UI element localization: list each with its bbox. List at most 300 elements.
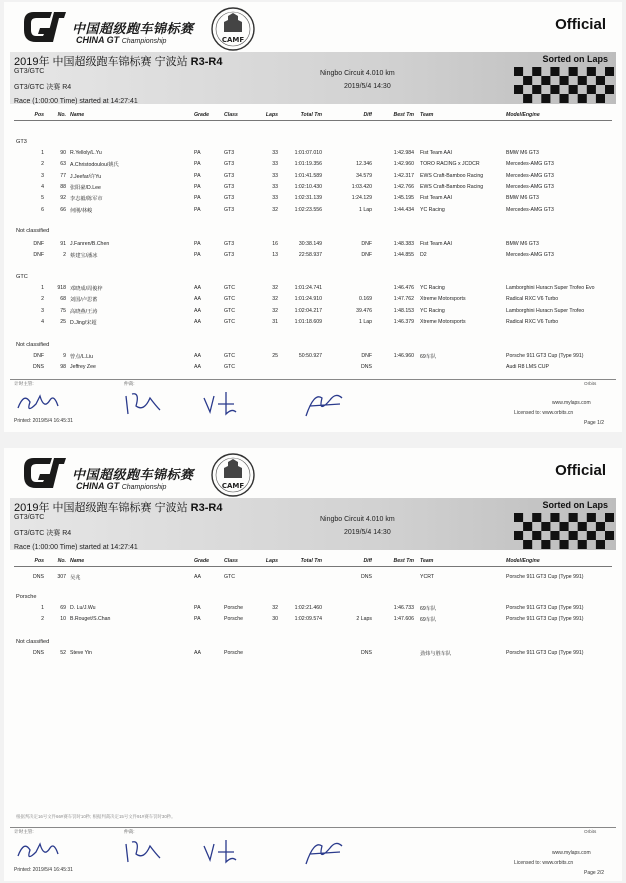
signature bbox=[300, 388, 344, 418]
cell-model: Lamborghini Huracn Super Trofeo Evo bbox=[506, 285, 595, 291]
cell-name: J.Jeefar/许Yu bbox=[70, 173, 102, 180]
cell-class: Porsche bbox=[224, 650, 244, 656]
class-line: GT3/GTC bbox=[14, 68, 45, 75]
director-label: 仲裁: bbox=[124, 381, 135, 386]
cell-class: GTC bbox=[224, 296, 235, 303]
cell-laps: 33 bbox=[272, 150, 278, 156]
cell-model: Porsche 911 GT3 Cup (Type 991) bbox=[506, 574, 584, 580]
cell-grade: AA bbox=[194, 364, 201, 371]
licensed-to: Licensed to: www.orbits.cn bbox=[514, 410, 574, 416]
group-label: GT3 bbox=[16, 139, 27, 145]
official-label: Official bbox=[555, 462, 606, 479]
china-gt-logo bbox=[22, 8, 212, 52]
signature bbox=[122, 836, 162, 866]
checker-square bbox=[541, 522, 550, 531]
cell-class: GT3 bbox=[224, 150, 235, 156]
cell-class: GT3 bbox=[224, 252, 235, 259]
licensed-to: Licensed to: www.orbits.cn bbox=[514, 860, 574, 866]
mylaps-website: www.mylaps.com bbox=[552, 850, 591, 856]
logo-english-text: CHINA GT Championship bbox=[76, 35, 167, 45]
cell-class: GTC bbox=[224, 307, 235, 314]
page-number: Page 2/2 bbox=[584, 870, 605, 876]
checker-square bbox=[514, 531, 523, 540]
cell-pos: 5 bbox=[41, 195, 44, 202]
group-label: Not classified bbox=[16, 342, 50, 348]
cell-pos: 1 bbox=[41, 285, 44, 291]
cell-diff: DNS bbox=[361, 574, 372, 580]
page-number: Page 1/2 bbox=[584, 420, 605, 426]
cell-team: 69车队 bbox=[420, 617, 437, 624]
cell-laps: 32 bbox=[272, 307, 278, 314]
official-label: Official bbox=[555, 16, 606, 33]
checker-square bbox=[578, 522, 587, 531]
cell-grade: AA bbox=[194, 307, 201, 314]
cell-team: Fist Team AAI bbox=[420, 241, 452, 247]
signature bbox=[200, 836, 240, 866]
camf-seal-icon bbox=[210, 6, 256, 52]
cell-diff: DNF bbox=[361, 252, 372, 259]
checker-square bbox=[587, 67, 596, 76]
cell-model: Lamborghini Huracn Super Trofeo bbox=[506, 307, 585, 314]
cell-diff: 12.346 bbox=[356, 161, 372, 168]
table-row bbox=[14, 572, 612, 581]
cell-best: 1:48.383 bbox=[393, 241, 414, 247]
cell-name: D.Jing/宋超 bbox=[70, 319, 97, 326]
cell-best: 1:47.606 bbox=[393, 616, 414, 623]
cell-no: 2 bbox=[63, 252, 66, 259]
cell-model: Mercedes-AMG GT3 bbox=[506, 206, 554, 213]
results-page-1 bbox=[4, 2, 622, 432]
cell-class: Porsche bbox=[224, 605, 244, 611]
circuit-info: Ningbo Circuit 4.010 km bbox=[320, 70, 395, 77]
cell-no: 52 bbox=[60, 650, 66, 656]
cell-name: A.Christodoulou/姚氏 bbox=[70, 162, 119, 169]
cell-name: D. Lu/J.Wu bbox=[70, 605, 96, 611]
cell-total: 1:02:04.217 bbox=[294, 307, 322, 314]
cell-total: 1:02:31.139 bbox=[294, 195, 322, 202]
cell-best: 1:42.984 bbox=[393, 150, 414, 156]
cell-model: Porsche 911 GT3 Cup (Type 991) bbox=[506, 605, 584, 611]
event-title: 2019年 中国超级跑车锦标赛 宁波站 R3-R4 bbox=[14, 56, 223, 68]
group-label: Porsche bbox=[16, 594, 37, 600]
cell-class: GT3 bbox=[224, 241, 235, 247]
cell-pos: 6 bbox=[41, 206, 44, 213]
table-row bbox=[14, 648, 612, 657]
event-title: 2019年 中国超级跑车锦标赛 宁波站 R3-R4 bbox=[14, 502, 223, 514]
divider bbox=[10, 379, 616, 380]
cell-best: 1:44.434 bbox=[393, 206, 414, 213]
cell-class: GTC bbox=[224, 285, 235, 291]
checker-square bbox=[578, 540, 587, 549]
race-line: GT3/GTC 决赛 R4 bbox=[14, 530, 72, 537]
cell-diff: 1:24.129 bbox=[351, 195, 372, 202]
checker-square bbox=[587, 531, 596, 540]
cell-pos: 2 bbox=[41, 296, 44, 303]
cell-diff: DNF bbox=[361, 241, 372, 247]
cell-model: Porsche 911 GT3 Cup (Type 991) bbox=[506, 616, 584, 623]
cell-total: 1:01:18.609 bbox=[294, 318, 322, 325]
cell-class: GT3 bbox=[224, 161, 235, 168]
cell-diff: 2 Laps bbox=[356, 616, 372, 623]
logo-chinese-text: 中国超级跑车锦标赛 bbox=[72, 467, 194, 482]
cell-team: 69车队 bbox=[420, 606, 437, 612]
cell-model: BMW M6 GT3 bbox=[506, 150, 539, 156]
cell-laps: 33 bbox=[272, 183, 278, 190]
cell-best: 1:44.855 bbox=[393, 252, 414, 259]
group-label: GTC bbox=[16, 274, 28, 280]
checker-square bbox=[550, 513, 559, 522]
cell-total: 1:02:23.556 bbox=[294, 206, 322, 213]
svg-text:CAMF: CAMF bbox=[221, 36, 245, 44]
checker-square bbox=[550, 85, 559, 94]
checker-square bbox=[523, 76, 532, 85]
checker-square bbox=[605, 513, 614, 522]
cell-total: 1:01:24.741 bbox=[294, 285, 322, 291]
checker-square bbox=[560, 94, 569, 103]
cell-no: 9 bbox=[63, 353, 66, 359]
table-row bbox=[14, 182, 612, 191]
cell-laps: 32 bbox=[272, 605, 278, 611]
cell-team: YC Racing bbox=[420, 206, 445, 213]
cell-total: 1:01:24.910 bbox=[294, 296, 322, 303]
cell-team: EWS Craft-Bamboo Racing bbox=[420, 183, 484, 190]
cell-grade: AA bbox=[194, 296, 201, 303]
signature bbox=[300, 836, 344, 866]
race-line: GT3/GTC 决赛 R4 bbox=[14, 84, 72, 91]
circuit-info: Ningbo Circuit 4.010 km bbox=[320, 516, 395, 523]
cell-team: D2 bbox=[420, 252, 427, 259]
cell-laps: 30 bbox=[272, 616, 278, 623]
cell-best: 1:42.317 bbox=[393, 172, 414, 179]
cell-team: YCRT bbox=[420, 574, 435, 580]
gt-logo-icon bbox=[22, 8, 68, 48]
cell-pos: DNS bbox=[33, 574, 44, 580]
checker-square bbox=[596, 94, 605, 103]
orbits-label: Orbits bbox=[584, 381, 597, 386]
checker-square bbox=[578, 94, 587, 103]
cell-total: 1:02:09.574 bbox=[294, 616, 322, 623]
cell-diff: 39.476 bbox=[356, 307, 372, 314]
cell-no: 25 bbox=[60, 318, 66, 325]
cell-class: GT3 bbox=[224, 195, 235, 202]
cell-total: 1:02:10.430 bbox=[294, 183, 322, 190]
cell-name: B.Rouget/S.Chan bbox=[70, 616, 111, 623]
cell-pos: 2 bbox=[41, 616, 44, 623]
director-label: 仲裁: bbox=[124, 829, 135, 834]
checker-square bbox=[605, 67, 614, 76]
cell-total: 22:58.937 bbox=[298, 252, 322, 259]
cell-grade: AA bbox=[194, 318, 201, 325]
cell-pos: DNF bbox=[33, 241, 44, 247]
cell-name: 高晓燕/王涛 bbox=[70, 308, 98, 315]
cell-name: 刘国/卢思蓄 bbox=[70, 297, 98, 304]
cell-name: Steve Yin bbox=[70, 650, 92, 656]
checker-square bbox=[569, 531, 578, 540]
cell-grade: PA bbox=[194, 161, 201, 168]
checker-square bbox=[523, 94, 532, 103]
cell-model: Mercedes-AMG GT3 bbox=[506, 183, 554, 190]
cell-laps: 31 bbox=[272, 318, 278, 325]
checker-square bbox=[596, 522, 605, 531]
table-row bbox=[14, 317, 612, 326]
cell-best: 1:42.766 bbox=[393, 183, 414, 190]
checker-square bbox=[523, 540, 532, 549]
cell-team: Xtreme Motorsports bbox=[420, 318, 466, 325]
table-row bbox=[14, 614, 612, 623]
cell-pos: 3 bbox=[41, 172, 44, 179]
cell-model: BMW M6 GT3 bbox=[506, 195, 539, 202]
cell-pos: DNS bbox=[33, 364, 44, 371]
checker-square bbox=[550, 67, 559, 76]
cell-team: YC Racing bbox=[420, 307, 445, 314]
cell-grade: PA bbox=[194, 172, 201, 179]
cell-no: 66 bbox=[60, 206, 66, 213]
cell-diff: 34.579 bbox=[356, 172, 372, 179]
cell-grade: AA bbox=[194, 285, 201, 291]
checker-square bbox=[514, 67, 523, 76]
checker-square bbox=[605, 85, 614, 94]
cell-laps: 33 bbox=[272, 161, 278, 168]
cell-no: 307 bbox=[57, 574, 66, 580]
cell-class: Porsche bbox=[224, 616, 244, 623]
cell-name: 吴兆 bbox=[70, 575, 81, 581]
cell-no: 75 bbox=[60, 307, 66, 314]
checker-square bbox=[596, 540, 605, 549]
checker-square bbox=[532, 513, 541, 522]
checkered-flag-icon bbox=[514, 513, 614, 549]
cell-total: 1:01:41.589 bbox=[294, 172, 322, 179]
logo-chinese-text: 中国超级跑车锦标赛 bbox=[72, 21, 194, 36]
cell-laps: 13 bbox=[272, 252, 278, 259]
cell-best: 1:46.476 bbox=[393, 285, 414, 291]
checker-square bbox=[587, 85, 596, 94]
cell-pos: 2 bbox=[41, 161, 44, 168]
cell-total: 1:02:21.460 bbox=[294, 605, 322, 611]
checker-square bbox=[569, 67, 578, 76]
cell-class: GTC bbox=[224, 574, 235, 580]
table-row bbox=[14, 306, 612, 315]
cell-model: Porsche 911 GT3 Cup (Type 991) bbox=[506, 353, 584, 359]
cell-name: J.Fanren/B.Chen bbox=[70, 241, 110, 247]
table-row bbox=[14, 205, 612, 214]
checkered-flag-icon bbox=[514, 67, 614, 103]
checker-square bbox=[532, 67, 541, 76]
checker-square bbox=[578, 76, 587, 85]
group-label: Not classified bbox=[16, 228, 50, 234]
mylaps-website: www.mylaps.com bbox=[552, 400, 591, 406]
cell-no: 98 bbox=[60, 364, 66, 371]
cell-team: YC Racing bbox=[420, 285, 445, 291]
cell-no: 69 bbox=[60, 605, 66, 611]
china-gt-logo bbox=[22, 454, 212, 498]
checker-square bbox=[541, 540, 550, 549]
cell-diff: DNS bbox=[361, 650, 372, 656]
cell-model: Radical RXC V6 Turbo bbox=[506, 296, 559, 303]
cell-name: 蔡建宝/潘冰 bbox=[70, 253, 98, 260]
table-row bbox=[14, 239, 612, 248]
cell-laps: 16 bbox=[272, 241, 278, 247]
race-date: 2019/5/4 14:30 bbox=[344, 529, 391, 536]
sorted-on-laps: Sorted on Laps bbox=[542, 54, 608, 64]
cell-diff: 1:03.420 bbox=[351, 183, 372, 190]
cell-no: 77 bbox=[60, 172, 66, 179]
cell-no: 91 bbox=[60, 241, 66, 247]
cell-laps: 33 bbox=[272, 172, 278, 179]
cell-class: GT3 bbox=[224, 206, 235, 213]
signature bbox=[200, 388, 240, 418]
table-row bbox=[14, 294, 612, 303]
table-row bbox=[14, 603, 612, 612]
checker-square bbox=[541, 94, 550, 103]
race-start-info: Race (1:00:00 Time) started at 14:27:41 bbox=[14, 98, 138, 105]
camf-seal-icon bbox=[210, 452, 256, 498]
cell-model: Mercedes-AMG GT3 bbox=[506, 172, 554, 179]
checker-square bbox=[523, 522, 532, 531]
cell-name: R.Yelloly/L.Yu bbox=[70, 150, 102, 156]
logo-english-text: CHINA GT Championship bbox=[76, 481, 167, 491]
cell-total: 30:38.149 bbox=[298, 241, 322, 247]
cell-grade: AA bbox=[194, 650, 201, 656]
table-row bbox=[14, 351, 612, 360]
cell-model: Mercedes-AMG GT3 bbox=[506, 252, 554, 259]
cell-team: 劲炜与胜车队 bbox=[420, 651, 452, 657]
cell-no: 10 bbox=[60, 616, 66, 623]
cell-laps: 32 bbox=[272, 296, 278, 303]
penalty-note: 根据判决定16号文件66#赛车罚时10秒; 根据判裁决定15号文件91#赛车罚时30秒。 bbox=[16, 814, 176, 819]
checker-square bbox=[541, 76, 550, 85]
steward-label: 计时主管: bbox=[14, 829, 34, 834]
cell-laps: 32 bbox=[272, 285, 278, 291]
cell-diff: 1 Lap bbox=[359, 318, 372, 325]
cell-no: 63 bbox=[60, 161, 66, 168]
cell-model: Audi R8 LMS CUP bbox=[506, 364, 549, 371]
cell-grade: PA bbox=[194, 252, 201, 259]
checker-square bbox=[560, 76, 569, 85]
cell-laps: 32 bbox=[272, 206, 278, 213]
cell-no: 68 bbox=[60, 296, 66, 303]
cell-grade: AA bbox=[194, 353, 201, 359]
cell-grade: PA bbox=[194, 150, 201, 156]
table-row bbox=[14, 159, 612, 168]
cell-pos: 4 bbox=[41, 318, 44, 325]
cell-best: 1:48.153 bbox=[393, 307, 414, 314]
cell-no: 90 bbox=[60, 150, 66, 156]
checker-square bbox=[550, 531, 559, 540]
cell-class: GTC bbox=[224, 364, 235, 371]
table-row bbox=[14, 250, 612, 259]
sorted-on-laps: Sorted on Laps bbox=[542, 500, 608, 510]
cell-class: GT3 bbox=[224, 172, 235, 179]
cell-diff: DNS bbox=[361, 364, 372, 371]
cell-total: 1:01:19.356 bbox=[294, 161, 322, 168]
cell-pos: 1 bbox=[41, 605, 44, 611]
class-line: GT3/GTC bbox=[14, 514, 45, 521]
table-row bbox=[14, 148, 612, 157]
signature bbox=[14, 388, 62, 418]
cell-no: 918 bbox=[57, 285, 66, 291]
cell-grade: PA bbox=[194, 616, 201, 623]
signature bbox=[14, 836, 62, 866]
checker-square bbox=[596, 76, 605, 85]
cell-team: Xtreme Motorsports bbox=[420, 296, 466, 303]
group-label: Not classified bbox=[16, 639, 50, 645]
cell-team: 69车队 bbox=[420, 354, 437, 360]
cell-laps: 25 bbox=[272, 353, 278, 359]
cell-name: Jeffrey Zee bbox=[70, 364, 96, 371]
cell-model: BMW M6 GT3 bbox=[506, 241, 539, 247]
svg-text:CAMF: CAMF bbox=[221, 482, 245, 490]
cell-best: 1:46.960 bbox=[393, 353, 414, 359]
checker-square bbox=[569, 85, 578, 94]
race-date: 2019/5/4 14:30 bbox=[344, 83, 391, 90]
divider bbox=[10, 827, 616, 828]
table-row bbox=[14, 193, 612, 202]
checker-square bbox=[569, 513, 578, 522]
cell-class: GTC bbox=[224, 353, 235, 359]
cell-grade: PA bbox=[194, 605, 201, 611]
cell-pos: DNS bbox=[33, 650, 44, 656]
cell-diff: DNF bbox=[361, 353, 372, 359]
cell-team: Fist Team AAI bbox=[420, 150, 452, 156]
table-row bbox=[14, 362, 612, 371]
cell-grade: AA bbox=[194, 574, 201, 580]
cell-pos: 3 bbox=[41, 307, 44, 314]
checker-square bbox=[560, 540, 569, 549]
checker-square bbox=[514, 85, 523, 94]
cell-name: 张阳豪/D.Lee bbox=[70, 184, 101, 191]
cell-name: 李志毅/陈军市 bbox=[70, 196, 103, 203]
cell-name: 何刚/林峻 bbox=[70, 207, 93, 214]
signature bbox=[122, 388, 162, 418]
checker-square bbox=[514, 513, 523, 522]
cell-grade: PA bbox=[194, 195, 201, 202]
cell-grade: PA bbox=[194, 206, 201, 213]
results-page-2 bbox=[4, 448, 622, 881]
cell-total: 1:01:07.010 bbox=[294, 150, 322, 156]
steward-label: 计时主管: bbox=[14, 381, 34, 386]
cell-laps: 33 bbox=[272, 195, 278, 202]
cell-team: TORO RACING x JCDCR bbox=[420, 161, 480, 168]
cell-class: GTC bbox=[224, 318, 235, 325]
table-row bbox=[14, 171, 612, 180]
cell-pos: 1 bbox=[41, 150, 44, 156]
cell-name: 邓晓成/周俊梓 bbox=[70, 286, 103, 292]
column-headers: Pos No. Name Grade Class Laps Total Tm Diff Best Tm Team Model/Engine bbox=[14, 110, 612, 121]
cell-model: Porsche 911 GT3 Cup (Type 991) bbox=[506, 650, 584, 656]
cell-best: 1:46.379 bbox=[393, 318, 414, 325]
cell-best: 1:47.762 bbox=[393, 296, 414, 303]
column-headers: Pos No. Name Grade Class Laps Total Tm Diff Best Tm Team Model/Engine bbox=[14, 556, 612, 567]
cell-diff: 0.169 bbox=[359, 296, 372, 303]
cell-best: 1:42.960 bbox=[393, 161, 414, 168]
cell-name: 曾点/L.Liu bbox=[70, 354, 94, 360]
printed-timestamp: Printed: 2019/5/4 16:45:31 bbox=[14, 867, 73, 873]
cell-pos: DNF bbox=[33, 353, 44, 359]
cell-class: GT3 bbox=[224, 183, 235, 190]
cell-no: 92 bbox=[60, 195, 66, 202]
cell-total: 50:50.927 bbox=[298, 353, 322, 359]
cell-model: Radical RXC V6 Turbo bbox=[506, 318, 559, 325]
checker-square bbox=[560, 522, 569, 531]
checker-square bbox=[605, 531, 614, 540]
cell-no: 88 bbox=[60, 183, 66, 190]
checker-square bbox=[532, 531, 541, 540]
table-row bbox=[14, 283, 612, 292]
gt-logo-icon bbox=[22, 454, 68, 494]
race-start-info: Race (1:00:00 Time) started at 14:27:41 bbox=[14, 544, 138, 551]
cell-diff: 1 Lap bbox=[359, 206, 372, 213]
checker-square bbox=[532, 85, 541, 94]
